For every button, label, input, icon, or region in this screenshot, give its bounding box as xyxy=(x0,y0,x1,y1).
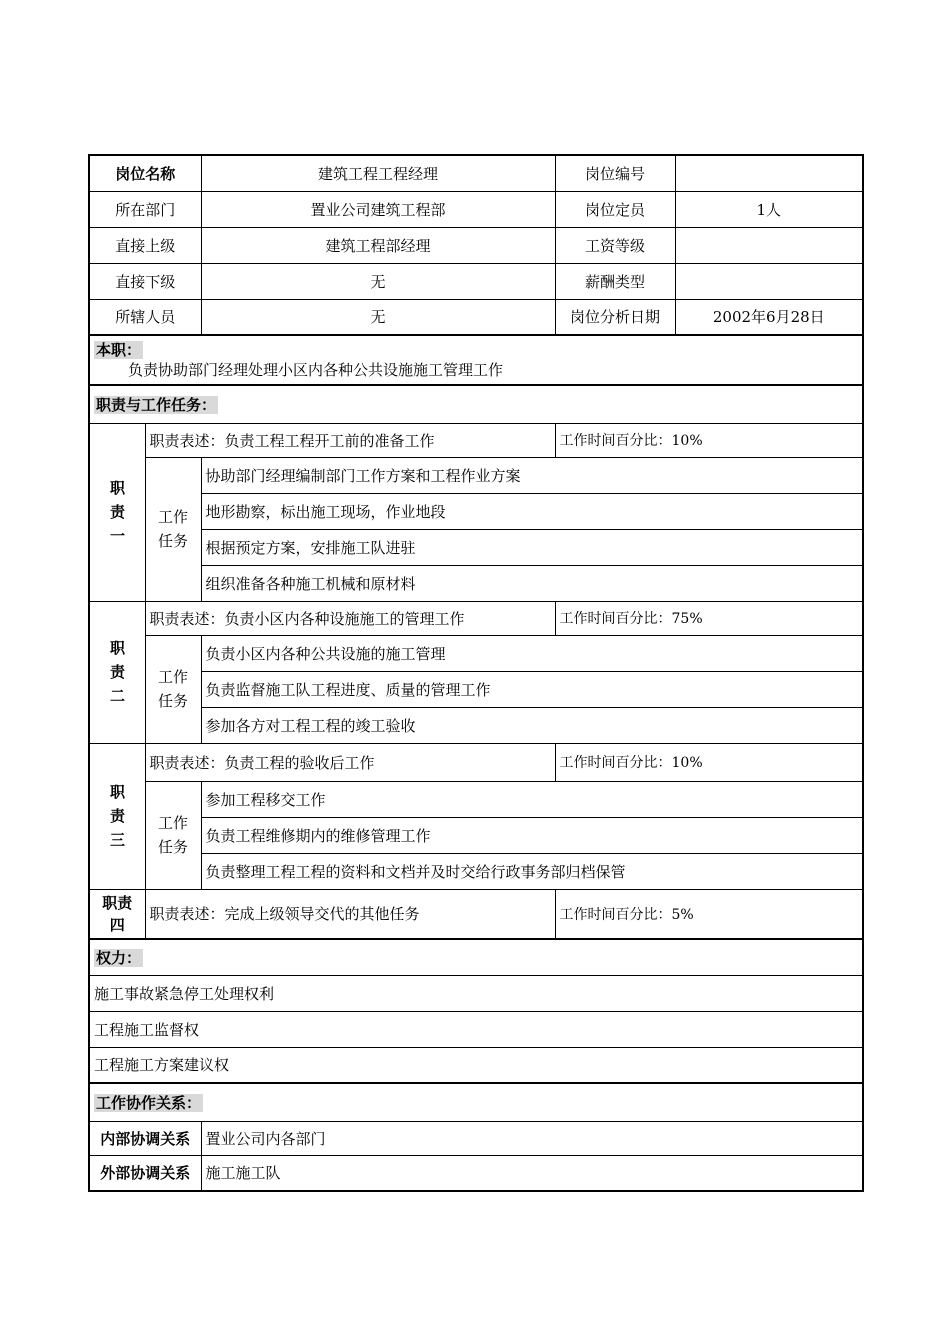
task-item: 协助部门经理编制部门工作方案和工程作业方案 xyxy=(201,457,863,493)
duty-label: 职责二 xyxy=(89,601,145,743)
duty-desc: 职责表述：负责小区内各种设施施工的管理工作 xyxy=(145,601,555,635)
header-value xyxy=(675,263,863,299)
cooperation-title-row xyxy=(89,1083,863,1121)
duty-pct: 工作时间百分比：5% xyxy=(555,889,863,939)
header-label: 岗位名称 xyxy=(89,155,201,191)
header-value: 2002年6月28日 xyxy=(675,299,863,335)
task-item: 负责监督施工队工程进度、质量的管理工作 xyxy=(201,671,863,707)
duties-title-row xyxy=(89,385,863,423)
task-item: 参加各方对工程工程的竣工验收 xyxy=(201,707,863,743)
duty-desc-row xyxy=(89,601,863,635)
duty-desc-row xyxy=(89,423,863,457)
task-item: 参加工程移交工作 xyxy=(201,781,863,817)
header-label: 岗位分析日期 xyxy=(555,299,675,335)
external-label: 外部协调关系 xyxy=(89,1155,201,1191)
duty-desc-row xyxy=(89,743,863,781)
duty-pct: 工作时间百分比：10% xyxy=(555,423,863,457)
main-duty-title: 本职： xyxy=(96,341,142,359)
task-label: 工作任务 xyxy=(145,635,201,743)
header-value: 置业公司建筑工程部 xyxy=(201,191,555,227)
task-row xyxy=(89,817,863,853)
authority-item: 工程施工监督权 xyxy=(89,1011,863,1047)
task-item: 负责工程维修期内的维修管理工作 xyxy=(201,817,863,853)
duty-pct: 工作时间百分比：10% xyxy=(555,743,863,781)
header-label: 薪酬类型 xyxy=(555,263,675,299)
header-label: 所辖人员 xyxy=(89,299,201,335)
header-label: 岗位定员 xyxy=(555,191,675,227)
authority-row xyxy=(89,1011,863,1047)
header-label: 直接上级 xyxy=(89,227,201,263)
header-row xyxy=(89,191,863,227)
duty-label: 职责三 xyxy=(89,743,145,889)
header-label: 所在部门 xyxy=(89,191,201,227)
external-value: 施工施工队 xyxy=(201,1155,863,1191)
cooperation-row xyxy=(89,1121,863,1155)
task-item: 地形勘察，标出施工现场，作业地段 xyxy=(201,493,863,529)
task-item: 负责小区内各种公共设施的施工管理 xyxy=(201,635,863,671)
task-row xyxy=(89,529,863,565)
duty-desc: 职责表述：负责工程工程开工前的准备工作 xyxy=(145,423,555,457)
header-value: 建筑工程工程经理 xyxy=(201,155,555,191)
duty-desc-row xyxy=(89,889,863,939)
cooperation-row xyxy=(89,1155,863,1191)
task-label: 工作任务 xyxy=(145,457,201,601)
internal-label: 内部协调关系 xyxy=(89,1121,201,1155)
authority-title-row xyxy=(89,939,863,975)
header-value: 建筑工程部经理 xyxy=(201,227,555,263)
header-value xyxy=(675,155,863,191)
authority-title: 权力： xyxy=(89,939,863,975)
header-label: 直接下级 xyxy=(89,263,201,299)
task-row xyxy=(89,853,863,889)
task-row xyxy=(89,707,863,743)
header-label: 工资等级 xyxy=(555,227,675,263)
task-item: 组织准备各种施工机械和原材料 xyxy=(201,565,863,601)
duty-label: 职责四 xyxy=(89,889,145,939)
main-duty-row xyxy=(89,335,863,385)
task-row xyxy=(89,635,863,671)
main-duty-text: 负责协助部门经理处理小区内各种公共设施施工管理工作 xyxy=(128,361,504,379)
duty-label: 职责一 xyxy=(89,423,145,601)
cooperation-title: 工作协作关系： xyxy=(89,1083,863,1121)
task-label: 工作任务 xyxy=(145,781,201,889)
job-description-form xyxy=(88,154,862,1192)
task-row xyxy=(89,457,863,493)
header-value xyxy=(675,227,863,263)
header-row xyxy=(89,299,863,335)
header-label: 岗位编号 xyxy=(555,155,675,191)
task-row xyxy=(89,671,863,707)
job-description-table xyxy=(88,154,864,1192)
header-row xyxy=(89,155,863,191)
authority-item: 工程施工方案建议权 xyxy=(89,1047,863,1083)
task-row xyxy=(89,493,863,529)
task-row xyxy=(89,781,863,817)
task-item: 负责整理工程工程的资料和文档并及时交给行政事务部归档保管 xyxy=(201,853,863,889)
header-value: 无 xyxy=(201,263,555,299)
authority-row xyxy=(89,1047,863,1083)
duties-title: 职责与工作任务： xyxy=(89,385,863,423)
header-row xyxy=(89,227,863,263)
duty-desc: 职责表述：负责工程的验收后工作 xyxy=(145,743,555,781)
task-item: 根据预定方案，安排施工队进驻 xyxy=(201,529,863,565)
header-row xyxy=(89,263,863,299)
authority-item: 施工事故紧急停工处理权利 xyxy=(89,975,863,1011)
duty-pct: 工作时间百分比：75% xyxy=(555,601,863,635)
duty-desc: 职责表述：完成上级领导交代的其他任务 xyxy=(145,889,555,939)
internal-value: 置业公司内各部门 xyxy=(201,1121,863,1155)
header-value: 1人 xyxy=(675,191,863,227)
task-row xyxy=(89,565,863,601)
header-value: 无 xyxy=(201,299,555,335)
authority-row xyxy=(89,975,863,1011)
